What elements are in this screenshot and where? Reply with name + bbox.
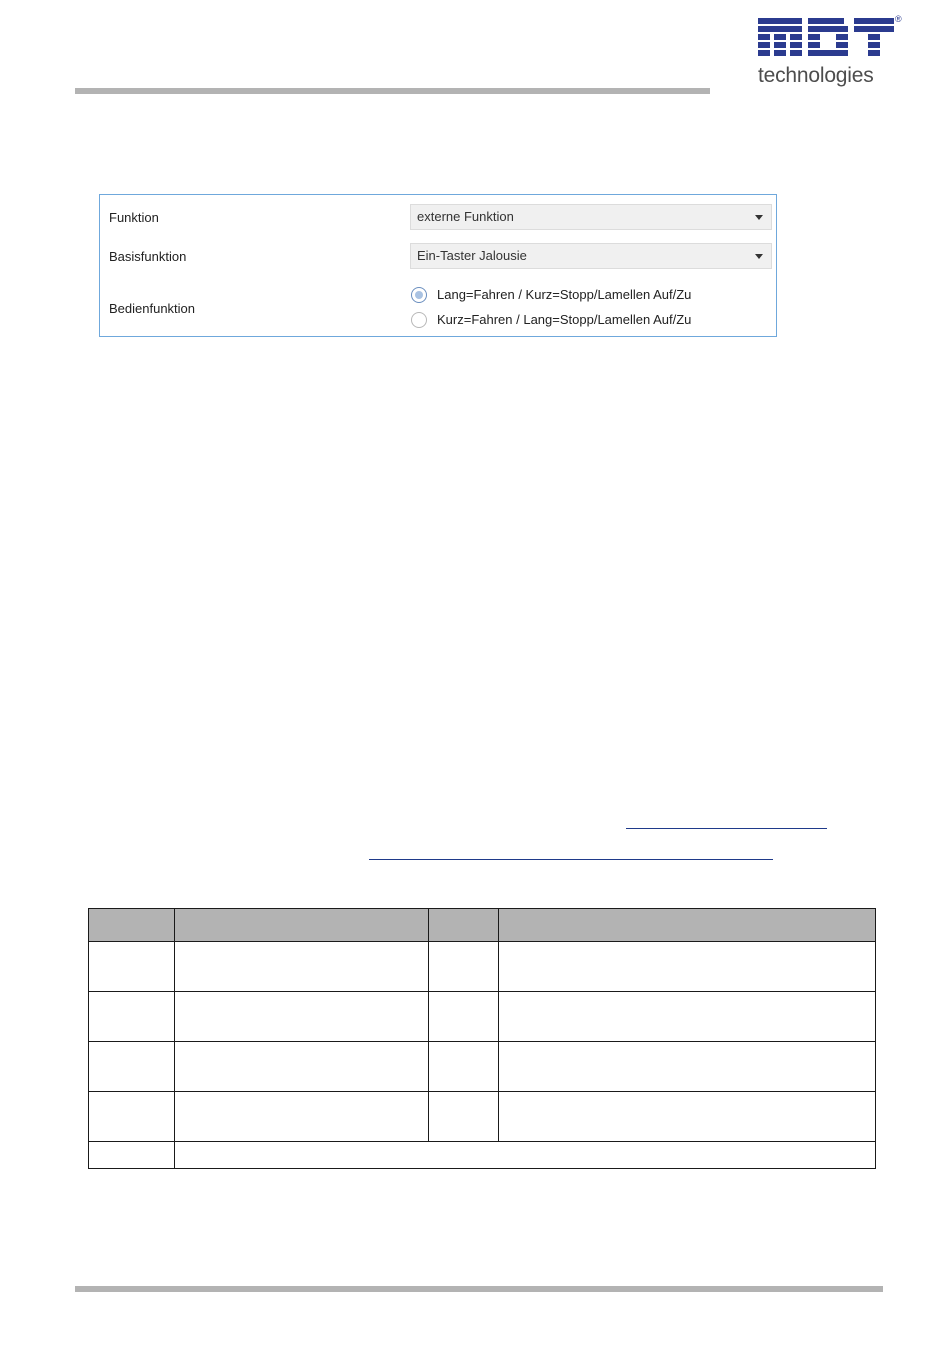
table-header-cell (89, 909, 175, 942)
chevron-down-icon (755, 215, 763, 220)
table-cell (428, 992, 499, 1042)
basisfunktion-select-value: Ein-Taster Jalousie (417, 248, 527, 263)
radio-checked-icon[interactable] (411, 287, 427, 303)
table-cell (428, 1042, 499, 1092)
table-cell (499, 1092, 876, 1142)
table-row (89, 942, 876, 992)
table-cell (89, 992, 175, 1042)
logo-main-text (756, 14, 757, 15)
table-header-row (89, 909, 876, 942)
parameter-panel (99, 194, 777, 337)
radio-option-label: Kurz=Fahren / Lang=Stopp/Lamellen Auf/Zu (437, 312, 692, 327)
table-cell (499, 1042, 876, 1092)
table-row (89, 1092, 876, 1142)
header-rule (75, 88, 710, 94)
table-cell (174, 1092, 428, 1142)
funktion-select-value: externe Funktion (417, 209, 514, 224)
table-cell (174, 992, 428, 1042)
table-header-cell (499, 909, 876, 942)
footer-rule (75, 1286, 883, 1292)
logo-registered-mark: ® (895, 14, 902, 24)
basisfunktion-select[interactable] (410, 243, 772, 269)
table-row (89, 1042, 876, 1092)
table-cell (499, 942, 876, 992)
table-cell (428, 1092, 499, 1142)
mdt-logo (756, 14, 906, 90)
chevron-down-icon (755, 254, 763, 259)
table-row (89, 992, 876, 1042)
param-label-basisfunktion: Basisfunktion (109, 249, 187, 264)
table-row (89, 1142, 876, 1169)
table-cell (428, 942, 499, 992)
param-label-funktion: Funktion (109, 210, 159, 225)
radio-unchecked-icon[interactable] (411, 312, 427, 328)
table-cell (89, 1042, 175, 1092)
hyperlink-underline[interactable] (369, 859, 773, 860)
logo-subtitle: technologies (758, 64, 874, 87)
table-cell (89, 1092, 175, 1142)
table-cell (89, 1142, 175, 1169)
hyperlink-underline[interactable] (626, 828, 827, 829)
funktion-select[interactable] (410, 204, 772, 230)
mdt-logo-mark (756, 14, 906, 64)
table-cell (174, 1142, 875, 1169)
table-header-cell (174, 909, 428, 942)
radio-option-label: Lang=Fahren / Kurz=Stopp/Lamellen Auf/Zu (437, 287, 692, 302)
table-cell (174, 942, 428, 992)
communication-objects-table (88, 908, 876, 1169)
table-cell (499, 992, 876, 1042)
param-label-bedienfunktion: Bedienfunktion (109, 301, 196, 316)
table-header-cell (428, 909, 499, 942)
table-cell (89, 942, 175, 992)
table-cell (174, 1042, 428, 1092)
